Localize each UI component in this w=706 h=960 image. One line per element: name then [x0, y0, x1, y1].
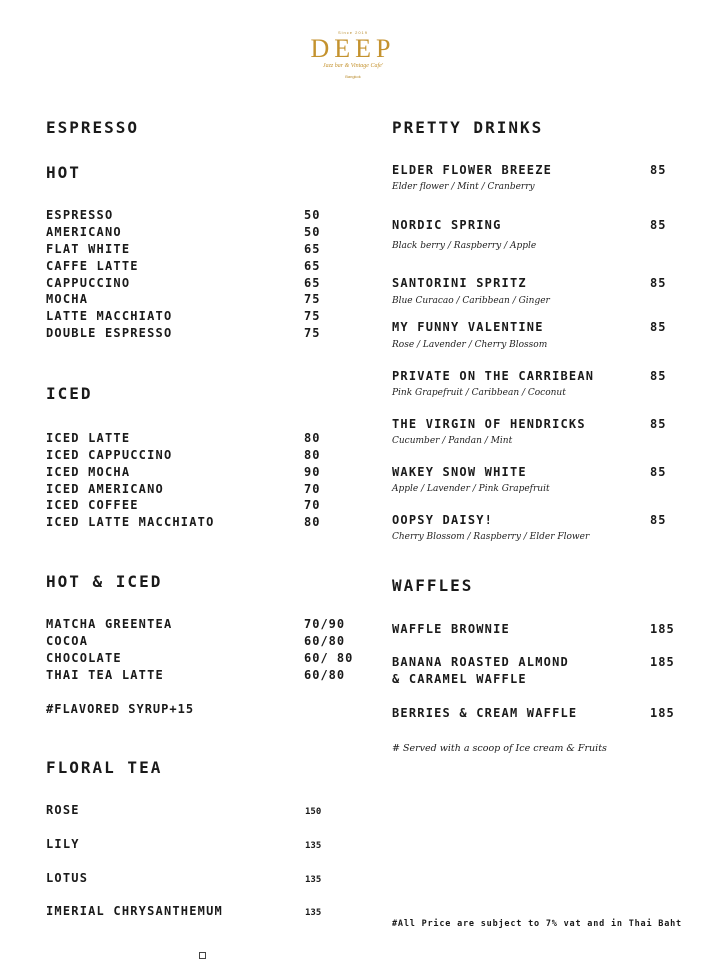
- menu-item-price: 75: [304, 292, 321, 306]
- menu-item-name: WAKEY SNOW WHITE: [392, 465, 527, 479]
- menu-item-price: 85: [650, 417, 667, 431]
- menu-item-price: 75: [304, 309, 321, 323]
- pretty-drinks-heading: PRETTY DRINKS: [392, 118, 544, 137]
- menu-item-price: 70: [304, 482, 321, 496]
- menu-item-name: ICED LATTE: [46, 431, 131, 445]
- menu-item-price: 60/ 80: [304, 651, 354, 665]
- logo-name: DEEP: [310, 34, 396, 63]
- menu-item-name: CHOCOLATE: [46, 651, 122, 665]
- hot-iced-heading: HOT & ICED: [46, 572, 163, 591]
- menu-item-price: 85: [650, 369, 667, 383]
- menu-item-name: ICED COFFEE: [46, 498, 139, 512]
- vat-footnote: #All Price are subject to 7% vat and in Thai Baht: [392, 919, 682, 929]
- iced-heading: ICED: [46, 384, 93, 403]
- menu-item-price: 50: [304, 225, 321, 239]
- menu-item-price: 85: [650, 513, 667, 527]
- menu-item-price: 185: [650, 655, 675, 669]
- menu-item-price: 185: [650, 622, 675, 636]
- hot-heading: HOT: [46, 163, 81, 182]
- cafe-logo: [0, 30, 706, 79]
- menu-item-price: 80: [304, 431, 321, 445]
- logo-location-text: Bangkok: [345, 74, 361, 79]
- menu-item-price: 80: [304, 448, 321, 462]
- menu-item-name: MY FUNNY VALENTINE: [392, 320, 544, 334]
- espresso-heading: ESPRESSO: [46, 118, 140, 137]
- waffle-note: # Served with a scoop of Ice cream & Fruits: [392, 743, 607, 754]
- menu-item-name: LOTUS: [46, 871, 89, 885]
- page-corner-mark: [199, 952, 206, 959]
- menu-item-name: NORDIC SPRING: [392, 218, 502, 232]
- menu-item-price: 50: [304, 208, 321, 222]
- syrup-note: #FLAVORED SYRUP+15: [46, 702, 195, 716]
- menu-item-price: 90: [304, 465, 321, 479]
- menu-item-name: LATTE MACCHIATO: [46, 309, 173, 323]
- menu-item-name: COCOA: [46, 634, 89, 648]
- menu-item-name: ICED MOCHA: [46, 465, 131, 479]
- menu-item-price: 85: [650, 218, 667, 232]
- menu-item-price: 65: [304, 259, 321, 273]
- menu-item-name: THE VIRGIN OF HENDRICKS: [392, 417, 586, 431]
- menu-item-price: 65: [304, 276, 321, 290]
- menu-item-price: 85: [650, 320, 667, 334]
- menu-item-name: MOCHA: [46, 292, 89, 306]
- menu-item-name: AMERICANO: [46, 225, 122, 239]
- menu-item-name: DOUBLE ESPRESSO: [46, 326, 173, 340]
- menu-item-price: 60/80: [304, 634, 346, 648]
- menu-item-name: PRIVATE ON THE CARRIBEAN: [392, 369, 595, 383]
- menu-item-name: CAPPUCCINO: [46, 276, 131, 290]
- menu-item-description: Rose / Lavender / Cherry Blossom: [392, 340, 548, 350]
- menu-item-description: Cucumber / Pandan / Mint: [392, 436, 513, 446]
- menu-item-description: Blue Curacao / Caribbean / Ginger: [392, 296, 550, 306]
- logo-tagline: Jazz bar & Vintage Cafe': [322, 63, 384, 69]
- menu-item-name: IMERIAL CHRYSANTHEMUM: [46, 904, 223, 918]
- menu-item-name: BERRIES & CREAM WAFFLE: [392, 706, 578, 720]
- floral-tea-heading: FLORAL TEA: [46, 758, 163, 777]
- waffles-heading: WAFFLES: [392, 576, 474, 595]
- menu-item-price: 70: [304, 498, 321, 512]
- menu-item-name: ROSE: [46, 803, 80, 817]
- menu-item-price: 75: [304, 326, 321, 340]
- menu-item-price: 85: [650, 163, 667, 177]
- menu-item-name: SANTORINI SPRITZ: [392, 276, 527, 290]
- menu-item-description: Pink Grapefruit / Caribbean / Coconut: [392, 388, 566, 398]
- menu-item-name: ICED AMERICANO: [46, 482, 164, 496]
- menu-item-description: Black berry / Raspberry / Apple: [392, 241, 537, 251]
- menu-item-name: ESPRESSO: [46, 208, 114, 222]
- menu-item-name: ICED LATTE MACCHIATO: [46, 515, 215, 529]
- menu-item-name: OOPSY DAISY!: [392, 513, 494, 527]
- menu-item-price: 150: [305, 807, 322, 817]
- menu-item-price: 85: [650, 276, 667, 290]
- menu-item-name-line2: & CARAMEL WAFFLE: [392, 672, 527, 686]
- menu-item-price: 65: [304, 242, 321, 256]
- menu-item-description: Elder flower / Mint / Cranberry: [392, 182, 535, 192]
- menu-item-description: Cherry Blossom / Raspberry / Elder Flower: [392, 532, 590, 542]
- logo-since-text: Since 2019: [337, 30, 368, 35]
- menu-item-name: FLAT WHITE: [46, 242, 131, 256]
- menu-item-price: 135: [305, 875, 322, 885]
- menu-item-price: 185: [650, 706, 675, 720]
- menu-item-name: WAFFLE BROWNIE: [392, 622, 510, 636]
- menu-item-name: ICED CAPPUCCINO: [46, 448, 173, 462]
- menu-item-price: 85: [650, 465, 667, 479]
- menu-item-price: 135: [305, 841, 322, 851]
- menu-item-name: ELDER FLOWER BREEZE: [392, 163, 553, 177]
- menu-item-price: 135: [305, 908, 322, 918]
- menu-item-price: 60/80: [304, 668, 346, 682]
- menu-item-name: LILY: [46, 837, 80, 851]
- menu-item-description: Apple / Lavender / Pink Grapefruit: [392, 484, 550, 494]
- menu-item-name: CAFFE LATTE: [46, 259, 139, 273]
- menu-item-price: 70/90: [304, 617, 346, 631]
- menu-item-name: BANANA ROASTED ALMOND: [392, 655, 569, 669]
- menu-item-price: 80: [304, 515, 321, 529]
- menu-item-name: THAI TEA LATTE: [46, 668, 164, 682]
- menu-item-name: MATCHA GREENTEA: [46, 617, 173, 631]
